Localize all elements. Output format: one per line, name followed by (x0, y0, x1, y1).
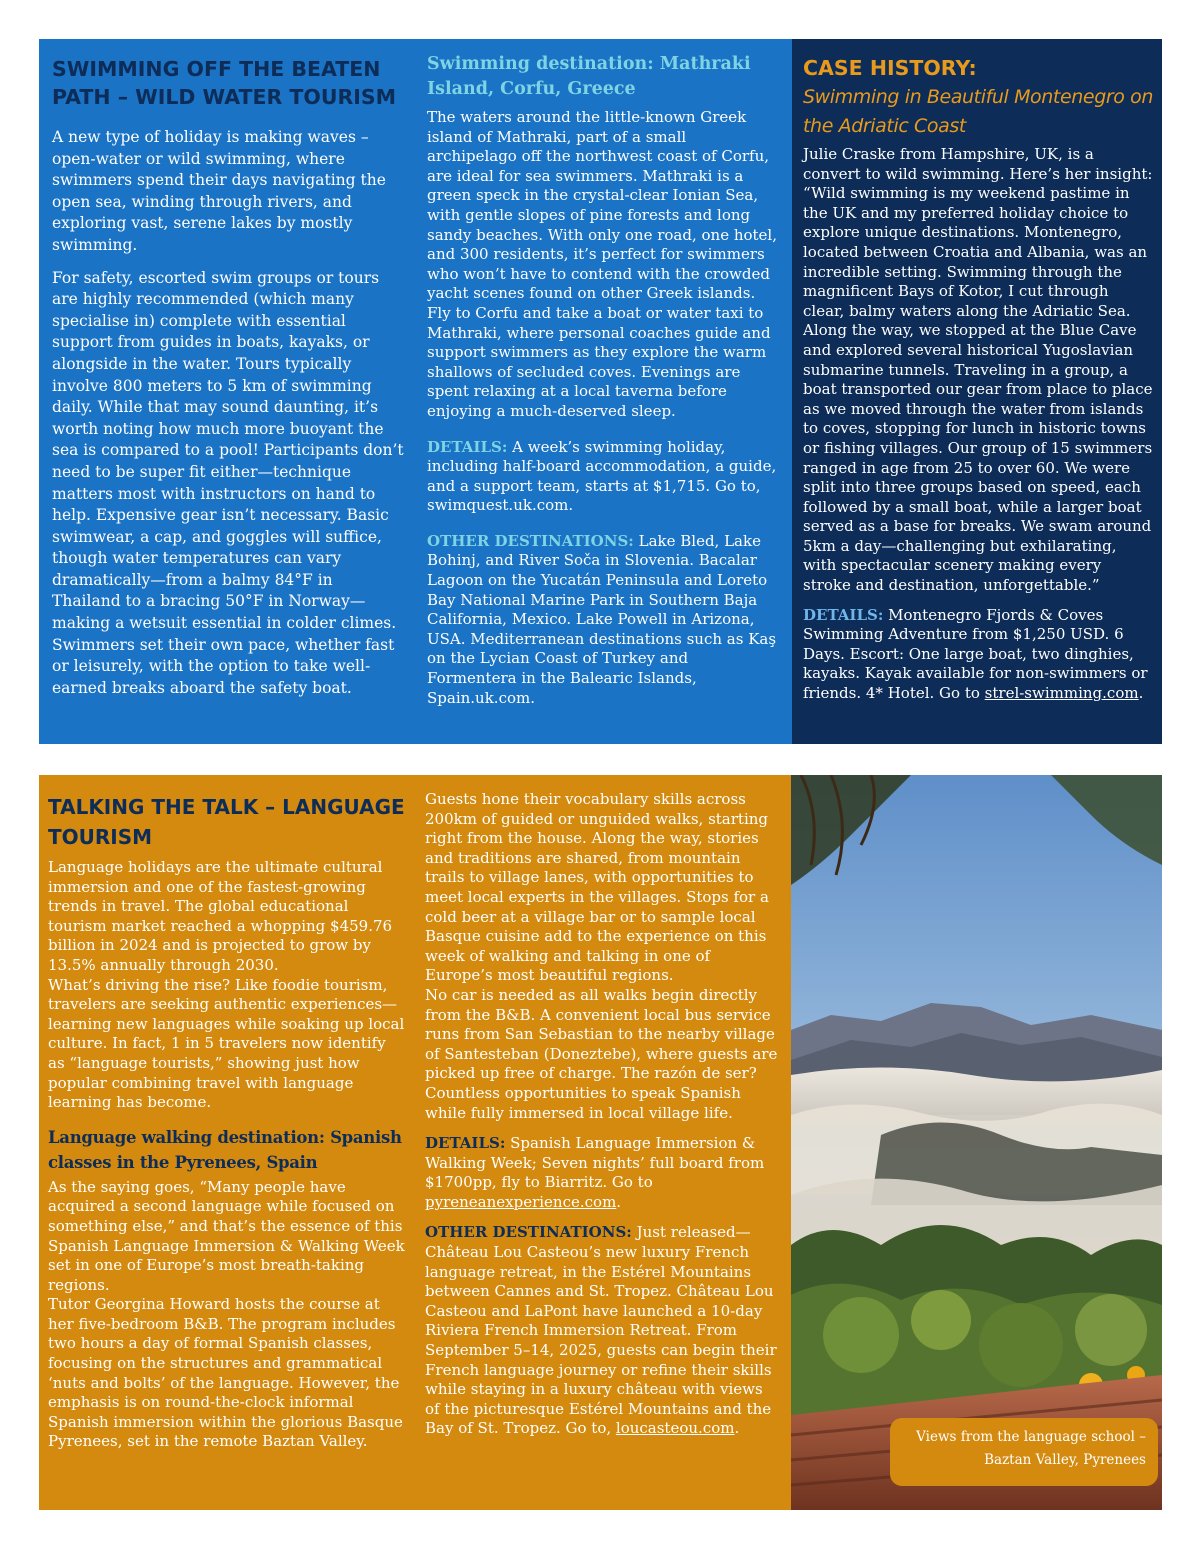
pyreneanexperience-link[interactable]: pyreneanexperience.com (425, 1192, 617, 1211)
details-label: DETAILS: (427, 437, 508, 456)
case-history-body: Julie Craske from Hampshire, UK, is a convert to wild swimming. Here’s her insight: “Wild swimming is my weekend pastime in the UK and my preferred holiday choice to explore unique destinations. Montenegro, located between Croatia and Albania, was an incredible setting. Swimming through the magnificent Bays of Kotor, I cut through clear, balmy waters along the Adriatic Sea. Along the way, we stopped at the Blue Cave and explored several historical Yugoslavian submarine tunnels. Traveling in a group, a boat transported our gear from place to place as we moved through the water from islands to coves, stopping for lunch in historic towns or fishing villages. Our group of 15 swimmers ranged in age from 25 to over 60. We were split into three groups based on speed, each followed by a small boat, while a larger boat served as a base for breaks. We swam around 5km a day—challenging but exhilarating, with spectacular scenery making every stroke and destination, unforgettable.” (803, 145, 1153, 595)
other-destinations-text: Lake Bled, Lake Bohinj, and River Soča in Slovenia. Bacalar Lagoon on the Yucatán Peninsula and Loreto Bay National Marine Park in Southern Baja California, Mexico. Lake Powell in Arizona, USA. Mediterranean destinations such as Kaş on the Lycian Coast of Turkey and Formentera in the Balearic Islands, Spain.uk.com. (427, 531, 777, 707)
mathraki-body: The waters around the little-known Greek island of Mathraki, part of a small archipelago off the northwest coast of Corfu, are ideal for sea swimmers. Mathraki is a green speck in the crystal-clear Ionian Sea, with gentle slopes of pine forests and long sandy beaches. With only one road, one hotel, and 300 residents, it’s perfect for swimmers who won’t have to contend with the crowded yacht scenes found on other Greek islands. Fly to Corfu and take a boat or water taxi to Mathraki, where personal coaches guide and support swimmers as they explore the warm shallows of secluded coves. Evenings are spent relaxing at a local taverna before enjoying a much-deserved sleep. (427, 108, 777, 420)
walks-paragraph: Guests hone their vocabulary skills across 200km of guided or unguided walks, starting right from the house. Along the way, stories and traditions are shared, from mountain trails to village lanes, with opportunities to meet local experts in the villages. Stops for a cold beer at a village bar or to sample local Basque cuisine add to the experience on this week of walking and talking in one of Europe’s most beautiful regions. (425, 790, 769, 985)
mathraki-column (427, 52, 779, 724)
case-history-column (803, 53, 1153, 714)
language-rise: What’s driving the rise? Like foodie tourism, travelers are seeking authentic experiences—learning new languages while soaking up local culture. In fact, 1 in 5 travelers now identify as “language tourists,” showing just how popular combining travel with language learning has become. (48, 975, 405, 1112)
mathraki-details (427, 438, 779, 516)
language-tourism-title: TALKING THE TALK – LANGUAGE TOURISM (48, 795, 405, 849)
other-destinations-text: Just released—Château Lou Casteou’s new luxury French language retreat, in the Estérel Mountains between Cannes and St. Tropez. Château Lou Casteou and LaPont have launched a 10-day Riviera French Immersion Retreat. From September 5–14, 2025, guests can begin their French language journey or refine their skills while staying in a luxury château with views of the picturesque Estérel Mountains and the Bay of St. Tropez. Go to, (425, 1223, 777, 1438)
language-intro: Language holidays are the ultimate cultural immersion and one of the fastest-growing trends in travel. The global educational tourism market reached a whopping $459.76 billion in 2024 and is projected to grow by 13.5% annually through 2030. (48, 858, 393, 974)
wild-swimming-title: SWIMMING OFF THE BEATEN PATH – WILD WATER TOURISM (52, 57, 397, 109)
details-label: DETAILS: (425, 1134, 506, 1153)
language-tourism-panel (39, 775, 791, 1510)
wild-swimming-column (52, 55, 404, 710)
wild-swimming-safety: For safety, escorted swim groups or tours are highly recommended (which many specialise in) complete with essential support from guides in boats, kayaks, or alongside in the water. Tours typically involve 800 meters to 5 km of swimming daily. While that may sound daunting, it’s worth noting how much more buoyant the sea is compared to a pool! Participants don’t need to be super fit either—technique matters most with instructors on hand to help. Expensive gear isn’t necessary. Basic swimwear, a cap, and goggles will suffice, though water temperatures can vary dramatically—from a balmy 84°F in Thailand to a bracing 50°F in Norway—making a wetsuit essential in colder climes. Swimmers set their own pace, whether fast or leisurely, with the option to take well-earned breaks aboard the safety boat. (52, 268, 404, 697)
wild-swimming-panel (39, 39, 792, 744)
case-history-title: CASE HISTORY: (803, 56, 977, 80)
case-history-panel (792, 39, 1162, 744)
other-destinations-label: OTHER DESTINATIONS: (427, 531, 634, 550)
case-history-subtitle: Swimming in Beautiful Montenegro on the Adriatic Coast (803, 86, 1153, 137)
valley-landscape-image (791, 775, 1162, 1510)
loucasteou-link[interactable]: loucasteou.com (615, 1419, 735, 1438)
caption-line-1: Views from the language school – (916, 1429, 1146, 1445)
transport-paragraph: No car is needed as all walks begin directly from the B&B. A convenient local bus service runs from San Sebastian to the nearby village of Santesteban (Doneztebe), where guests are picked up free of charge. The razón de ser? Countless opportunities to speak Spanish while fully immersed in local village life. (425, 985, 778, 1122)
pyrenees-tutor: Tutor Georgina Howard hosts the course at her five-bedroom B&B. The program includes two hours a day of formal Spanish classes, focusing on the structures and grammatical ‘nuts and bolts’ of the language. However, the emphasis is on round-the-clock informal Spanish immersion within the glorious Basque Pyrenees, set in the remote Baztan Valley. (48, 1295, 403, 1451)
strel-swimming-link[interactable]: strel-swimming.com (984, 684, 1139, 703)
details-text: Montenegro Fjords & Coves Swimming Adventure from $1,250 USD. 6 Days. Escort: One large boat, two dinghies, kayaks. Kayak available for non-swimmers or friends. 4* Hotel. Go to (803, 605, 1148, 703)
wild-swimming-intro: A new type of holiday is making waves – open-water or wild swimming, where swimmers spend their days navigating the open sea, winding through rivers, and exploring vast, serene lakes by mostly swimming. (52, 128, 386, 254)
pyrenees-details (425, 1134, 781, 1212)
photo-caption (890, 1418, 1158, 1486)
language-walking-column (425, 790, 781, 1439)
mathraki-title: Swimming destination: Mathraki Island, Corfu, Greece (427, 54, 751, 99)
details-label: DETAILS: (803, 605, 884, 624)
baztan-valley-photo (791, 775, 1162, 1510)
other-destinations-label: OTHER DESTINATIONS: (425, 1223, 632, 1242)
caption-line-2: Baztan Valley, Pyrenees (984, 1452, 1146, 1468)
mathraki-other-destinations (427, 532, 779, 708)
case-history-details (803, 606, 1153, 704)
language-other-destinations (425, 1223, 781, 1439)
details-end: . (1138, 684, 1144, 703)
details-end: . (616, 1192, 622, 1211)
pyrenees-subtitle: Language walking destination: Spanish classes in the Pyrenees, Spain (48, 1127, 402, 1172)
details-text: Spanish Language Immersion & Walking Week; Seven nights’ full board from $1700pp, fly to Biarritz. Go to (425, 1134, 765, 1192)
other-end: . (734, 1419, 740, 1438)
pyrenees-intro: As the saying goes, “Many people have acquired a second language while focused on something else,” and that’s the essence of this Spanish Language Immersion & Walking Week set in one of Europe’s most breath-taking regions. (48, 1177, 405, 1294)
language-tourism-column (48, 792, 406, 1452)
details-text: A week’s swimming holiday, including half-board accommodation, a guide, and a support team, starts at $1,715. Go to, swimquest.uk.com. (427, 437, 777, 515)
